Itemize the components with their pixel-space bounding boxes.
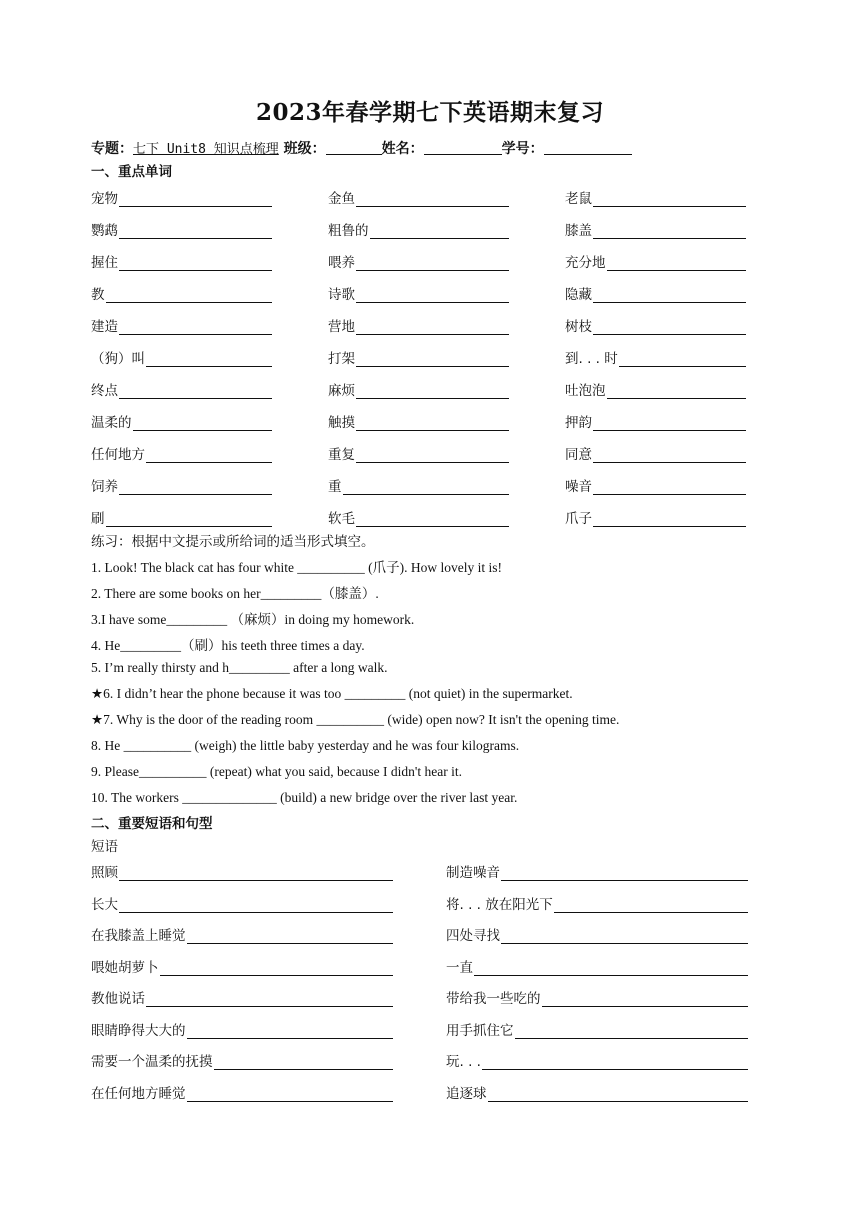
vocab-word: 老鼠 [565,191,592,207]
section-phrases-heading: 二、重要短语和句型 [91,816,213,832]
exercise-item: 1. Look! The black cat has four white __________ (爪子). How lovely it is! [91,560,503,575]
exercise-item: ★6. I didn’t hear the phone because it was too _________ (not quiet) in the supermarket. [91,686,573,701]
phrase-item [446,1052,748,1070]
vocab-word: 刷 [91,511,105,527]
vocab-answer-blank[interactable] [593,511,746,527]
vocab-answer-blank[interactable] [356,383,509,399]
phrase-answer-blank[interactable] [146,991,393,1007]
student-info-line [91,138,632,158]
vocab-item [91,285,272,303]
vocab-item [565,349,746,367]
vocab-answer-blank[interactable] [593,415,746,431]
vocab-word: 噪音 [565,479,592,495]
vocab-item [91,413,272,431]
page-title: 2023年春学期七下英语期末复习 [255,99,604,126]
exercise-item: 5. I’m really thirsty and h_________ after a long walk. [91,660,388,675]
vocab-word: 充分地 [565,255,606,271]
exercise-item: 4. He_________（刷）his teeth three times a day. [91,638,365,653]
vocab-word: 重 [328,479,342,495]
vocab-word: 隐藏 [565,287,592,303]
phrase-item [446,926,748,944]
vocab-word: 建造 [91,319,118,335]
vocab-item [328,509,509,527]
vocab-word: 金鱼 [328,191,355,207]
vocab-answer-blank[interactable] [370,223,510,239]
vocab-answer-blank[interactable] [356,319,509,335]
vocab-answer-blank[interactable] [119,255,272,271]
phrase-text: 眼睛睁得大大的 [91,1022,186,1039]
vocab-item [565,509,746,527]
vocab-word: 鹦鹉 [91,223,118,239]
vocab-answer-blank[interactable] [119,223,272,239]
vocab-word: 重复 [328,447,355,463]
vocab-item [328,189,509,207]
class-field[interactable] [326,140,382,155]
vocab-answer-blank[interactable] [607,255,747,271]
vocab-item [565,477,746,495]
vocab-answer-blank[interactable] [119,383,272,399]
vocab-answer-blank[interactable] [607,383,747,399]
vocab-word: 任何地方 [91,447,145,463]
vocab-item [328,221,509,239]
exercise-item: 10. The workers ______________ (build) a new bridge over the river last year. [91,790,518,805]
vocab-word: 树枝 [565,319,592,335]
vocab-item [328,381,509,399]
vocab-item [565,221,746,239]
vocab-answer-blank[interactable] [119,191,272,207]
phrases-subheading: 短语 [91,839,118,855]
exercise-item: 9. Please__________ (repeat) what you said, because I didn't hear it. [91,764,462,779]
phrase-text: 教他说话 [91,991,145,1007]
phrase-text: 在我膝盖上睡觉 [91,928,186,944]
phrase-text: 玩. . . [446,1054,481,1070]
vocab-word: 诗歌 [328,287,355,303]
phrase-text: 带给我一些吃的 [446,991,541,1007]
student-number-field[interactable] [544,140,632,155]
vocab-item [91,221,272,239]
phrase-answer-blank[interactable] [187,1023,394,1039]
phrase-answer-blank[interactable] [482,1054,748,1070]
vocab-item [565,317,746,335]
vocab-answer-blank[interactable] [619,351,746,367]
vocab-answer-blank[interactable] [119,319,272,335]
phrase-answer-blank[interactable] [501,928,748,944]
vocab-item [565,253,746,271]
vocab-answer-blank[interactable] [356,415,509,431]
vocab-word: 爪子 [565,511,592,527]
section-vocabulary-heading: 一、重点单词 [91,164,172,180]
vocab-item [565,189,746,207]
vocab-word: 喂养 [328,255,355,271]
phrase-text: 长大 [91,896,118,913]
phrase-item [446,863,748,881]
vocab-word: 同意 [565,447,592,463]
vocab-answer-blank[interactable] [356,255,509,271]
phrase-answer-blank[interactable] [119,897,393,913]
vocab-word: 温柔的 [91,415,132,431]
vocab-item [565,285,746,303]
exercise-instructions: 练习：根据中文提示或所给词的适当形式填空。 [91,534,375,550]
vocab-item [328,285,509,303]
phrase-text: 四处寻找 [446,928,500,944]
phrase-answer-blank[interactable] [554,897,748,913]
phrase-item [446,1084,748,1102]
vocab-word: 宠物 [91,191,118,207]
phrase-item [91,863,393,881]
vocab-word: 押韵 [565,415,592,431]
vocab-answer-blank[interactable] [343,479,510,495]
exercise-item: 3.I have some_________ （麻烦）in doing my homework. [91,612,415,627]
vocab-item [91,349,272,367]
phrase-item [91,895,393,913]
phrase-item [91,1052,393,1070]
vocab-answer-blank[interactable] [593,479,746,495]
phrase-item [91,1084,393,1102]
vocab-answer-blank[interactable] [146,447,272,463]
phrase-item [91,989,393,1007]
phrase-answer-blank[interactable] [542,991,749,1007]
phrase-item [91,1021,393,1039]
name-label: 姓名： [381,141,424,157]
topic-label: 专题： [91,141,133,157]
phrase-text: 需要一个温柔的抚摸 [91,1054,213,1070]
vocab-answer-blank[interactable] [593,447,746,463]
vocab-answer-blank[interactable] [356,191,509,207]
exercise-item: ★7. Why is the door of the reading room __________ (wide) open now? It isn't the opening time. [91,712,620,727]
phrase-answer-blank[interactable] [187,1086,394,1102]
vocab-answer-blank[interactable] [133,415,273,431]
topic-value: 七下 Unit8 知识点梳理 [133,142,279,157]
phrase-answer-blank[interactable] [214,1054,394,1070]
vocab-item [91,317,272,335]
phrase-text: 制造噪音 [446,865,500,881]
vocab-answer-blank[interactable] [356,351,509,367]
vocab-item [91,381,272,399]
phrase-text: 一直 [446,959,473,976]
phrase-answer-blank[interactable] [119,865,393,881]
vocab-item [328,477,509,495]
phrase-item [91,958,393,976]
phrase-item [446,1021,748,1039]
vocab-item [328,253,509,271]
vocab-item [91,477,272,495]
phrase-text: 将. . . 放在阳光下 [446,896,553,913]
vocab-word: 饲养 [91,479,118,495]
vocab-word: 膝盖 [565,223,592,239]
vocab-answer-blank[interactable] [593,223,746,239]
exercise-item: 8. He __________ (weigh) the little baby yesterday and he was four kilograms. [91,738,520,753]
phrase-item [446,895,748,913]
vocab-item [91,509,272,527]
name-field[interactable] [424,140,502,155]
phrase-text: 照顾 [91,865,118,881]
vocab-answer-blank[interactable] [356,447,509,463]
vocab-item [328,445,509,463]
vocab-answer-blank[interactable] [593,319,746,335]
vocab-item [328,317,509,335]
vocab-word: 到. . . 时 [565,351,618,367]
phrase-answer-blank[interactable] [515,1023,749,1039]
phrase-text: 喂她胡萝卜 [91,959,159,976]
vocab-answer-blank[interactable] [593,191,746,207]
vocab-word: 麻烦 [328,383,355,399]
vocab-answer-blank[interactable] [119,479,272,495]
vocab-answer-blank[interactable] [593,287,746,303]
vocab-answer-blank[interactable] [106,287,273,303]
class-label: 班级： [278,141,326,157]
phrase-answer-blank[interactable] [474,960,748,976]
phrase-answer-blank[interactable] [488,1086,749,1102]
phrase-text: 追逐球 [446,1085,487,1102]
phrase-answer-blank[interactable] [187,928,394,944]
phrase-item [91,926,393,944]
phrase-answer-blank[interactable] [160,960,394,976]
vocab-word: 吐泡泡 [565,383,606,399]
vocab-item [565,381,746,399]
vocab-word: 软毛 [328,511,355,527]
vocab-word: 触摸 [328,415,355,431]
exercise-item: 2. There are some books on her_________（膝盖）. [91,586,379,601]
phrase-text: 在任何地方睡觉 [91,1085,186,1102]
vocab-item [91,445,272,463]
vocab-word: 打架 [328,351,355,367]
vocab-item [328,413,509,431]
phrase-text: 用手抓住它 [446,1022,514,1039]
vocab-word: （狗）叫 [91,351,145,367]
vocab-item [565,413,746,431]
vocab-answer-blank[interactable] [106,511,273,527]
vocab-word: 粗鲁的 [328,223,369,239]
vocab-word: 教 [91,287,105,303]
vocab-answer-blank[interactable] [356,511,509,527]
vocab-item [91,253,272,271]
vocab-item [328,349,509,367]
phrase-answer-blank[interactable] [501,865,748,881]
vocab-word: 终点 [91,383,118,399]
vocab-word: 握住 [91,255,118,271]
phrase-item [446,989,748,1007]
vocab-item [91,189,272,207]
vocab-item [565,445,746,463]
phrase-item [446,958,748,976]
vocab-answer-blank[interactable] [356,287,509,303]
vocab-word: 营地 [328,319,355,335]
vocab-answer-blank[interactable] [146,351,272,367]
number-label: 学号： [501,141,544,157]
